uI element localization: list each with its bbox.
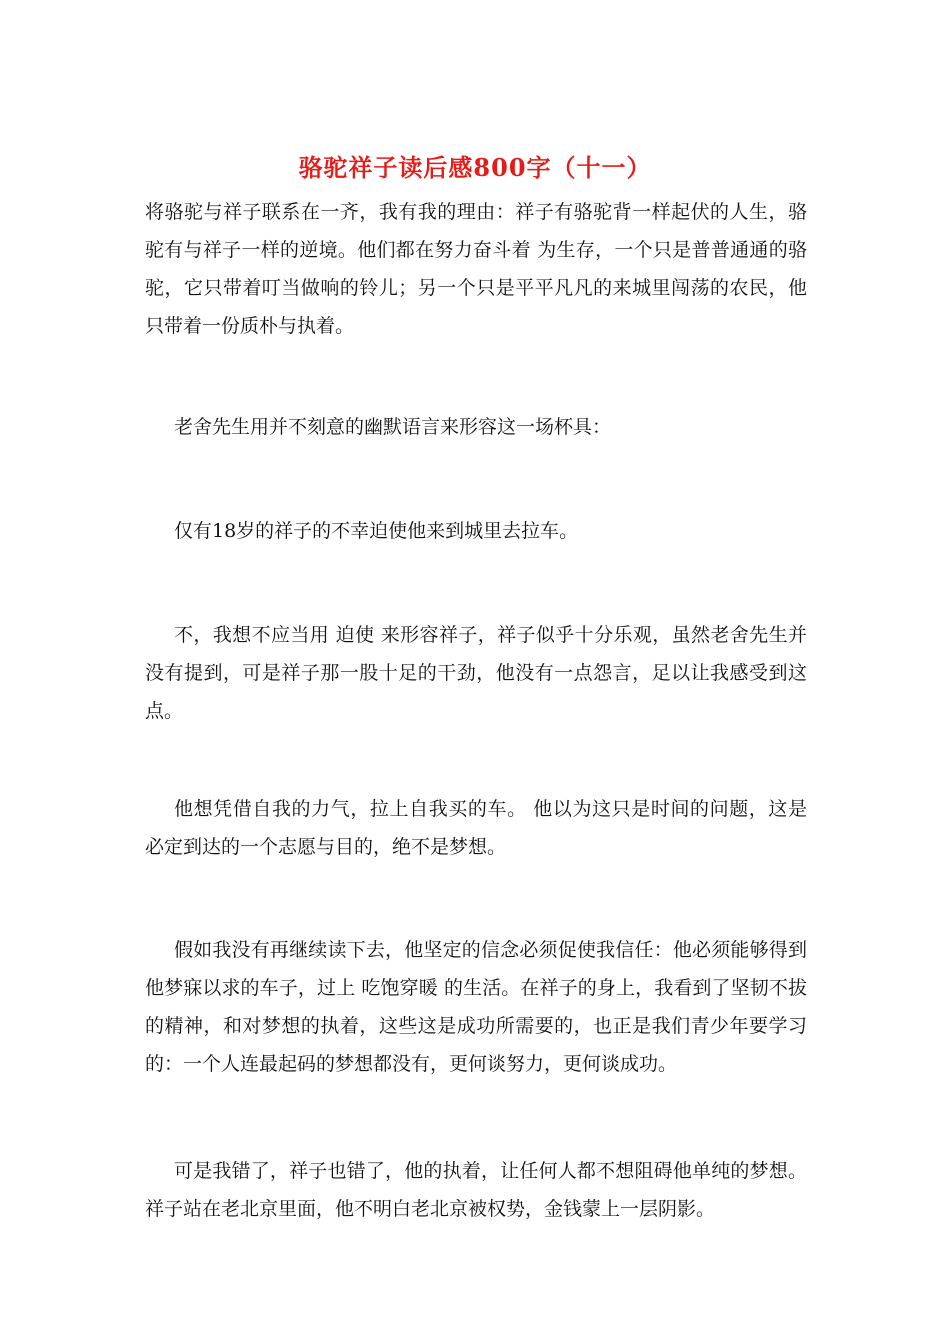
paragraph-not-forced: 不，我想不应当用 迫使 来形容祥子，祥子似乎十分乐观，虽然老舍先生并没有提到，可是祥子那一股十足的干劲，他没有一点怨言，足以让我感受到这点。 [145,624,807,722]
document-title: 骆驼祥子读后感800字（十一） [298,153,652,182]
paragraph-intro: 将骆驼与祥子联系在一齐，我有我的理由：祥子有骆驼背一样起伏的人生，骆驼有与祥子一样的逆境。他们都在努力奋斗着 为生存，一个只是普普通通的骆驼，它只带着叮当做响的铃儿；另一个只是平平凡凡的来城里闯荡的农民，他只带着一份质朴与执着。 [145,201,807,337]
paragraph-age-18: 仅有18岁的祥子的不幸迫使他来到城里去拉车。 [174,520,579,542]
paragraph-lao-she: 老舍先生用并不刻意的幽默语言来形容这一场杯具： [174,416,612,438]
paragraph-own-strength: 他想凭借自我的力气，拉上自我买的车。 他以为这只是时间的问题，这是必定到达的一个志愿与目的，绝不是梦想。 [145,798,807,858]
paragraph-mistake: 可是我错了，祥子也错了，他的执着，让任何人都不想阻碍他单纯的梦想。祥子站在老北京里面，他不明白老北京被权势，金钱蒙上一层阴影。 [145,1160,807,1220]
paragraph-persistence: 假如我没有再继续读下去，他坚定的信念必须促使我信任：他必须能够得到他梦寐以求的车子，过上 吃饱穿暖 的生活。在祥子的身上，我看到了坚韧不拔的精神，和对梦想的执着，这些这是成功所需要的，也正是我们青少年要学习的：一个人连最起码的梦想都没有，更何谈努力，更何谈成功。 [145,939,807,1075]
